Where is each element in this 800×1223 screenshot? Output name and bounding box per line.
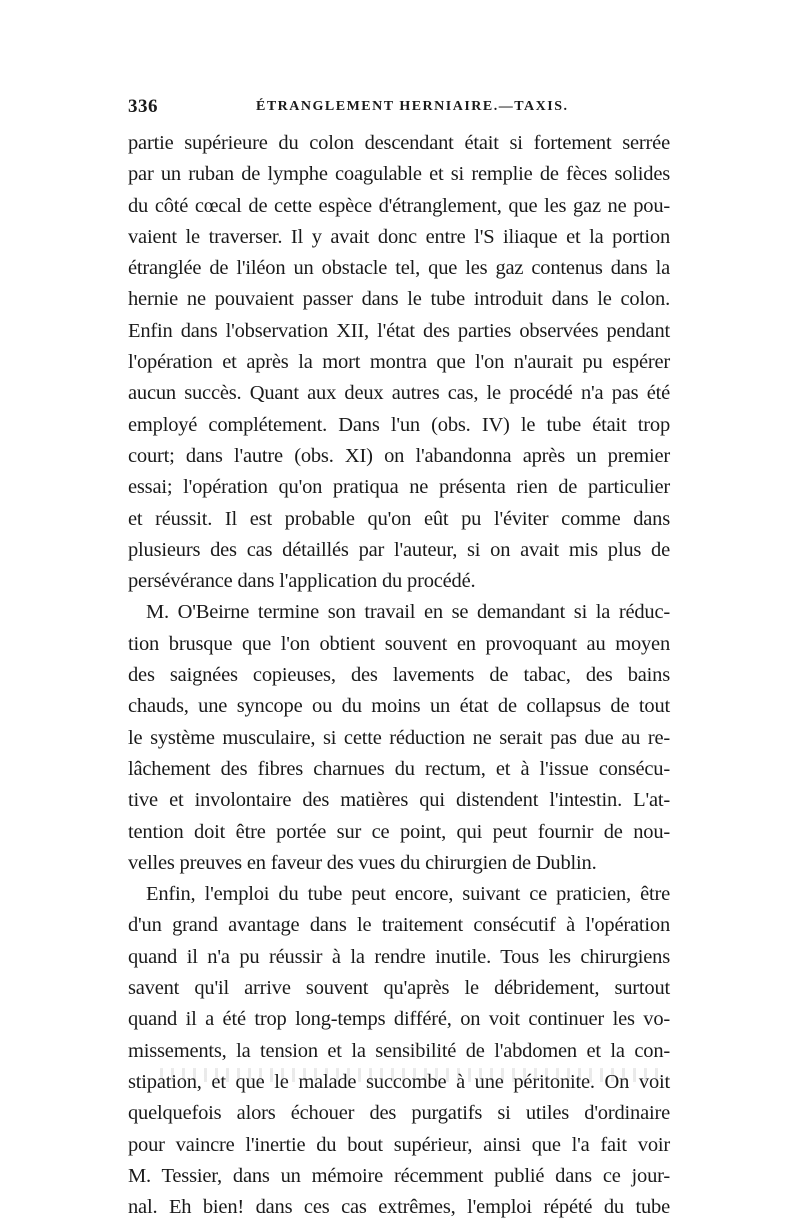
text-line: partie supérieure du colon descendant était si fortement serrée (128, 132, 670, 154)
text-line: chauds, une syncope ou du moins un état de collapsus de tout (128, 695, 670, 718)
text-line: quelquefois alors échouer des purgatifs si utiles d'ordinaire (128, 1102, 670, 1125)
text-line: du côté cœcal de cette espèce d'étranglement, que les gaz ne pou- (128, 194, 670, 217)
paragraph-start-line: M. O'Beirne termine son travail en se demandant si la réduc- (146, 601, 670, 624)
text-line: hernie ne pouvaient passer dans le tube introduit dans le colon. (128, 288, 670, 311)
text-line: étranglée de l'iléon un obstacle tel, que les gaz contenus dans la (128, 257, 670, 280)
text-line: M. Tessier, dans un mémoire récemment publié dans ce jour- (128, 1164, 670, 1187)
text-line: plusieurs des cas détaillés par l'auteur, si on avait mis plus de (128, 538, 670, 561)
paragraph-end-line: persévérance dans l'application du procédé. (128, 570, 476, 593)
text-line: tion brusque que l'on obtient souvent en provoquant au moyen (128, 632, 670, 655)
text-line: des saignées copieuses, des lavements de tabac, des bains (128, 664, 670, 687)
text-line: par un ruban de lymphe coagulable et si remplie de fèces solides (128, 163, 670, 186)
page-number: 336 (128, 96, 158, 117)
body-text (128, 128, 670, 1223)
text-line: aucun succès. Quant aux deux autres cas, le procédé n'a pas été (128, 382, 670, 405)
text-line: vaient le traverser. Il y avait donc entre l'S iliaque et la portion (128, 225, 670, 248)
text-line: tention doit être portée sur ce point, qui peut fournir de nou- (128, 820, 670, 843)
text-line: pour vaincre l'inertie du bout supérieur, ainsi que l'a fait voir (128, 1133, 670, 1156)
text-line: nal. Eh bien! dans ces cas extrêmes, l'emploi répété du tube (128, 1196, 670, 1219)
text-line: stipation, et que le malade succombe à une péritonite. On voit (128, 1070, 670, 1093)
paragraph-end-line: velles preuves en faveur des vues du chirurgien de Dublin. (128, 851, 597, 874)
text-line: court; dans l'autre (obs. XI) on l'abandonna après un premier (128, 444, 670, 467)
text-line: d'un grand avantage dans le traitement consécutif à l'opération (128, 914, 670, 937)
show-through-artifact (160, 1068, 660, 1082)
page-header (128, 96, 668, 122)
paragraph-start-line: Enfin, l'emploi du tube peut encore, suivant ce praticien, être (146, 883, 670, 906)
text-line: quand il n'a pu réussir à la rendre inutile. Tous les chirurgiens (128, 945, 670, 968)
text-line: quand il a été trop long-temps différé, on voit continuer les vo- (128, 1008, 670, 1031)
text-line: savent qu'il arrive souvent qu'après le débridement, surtout (128, 977, 670, 1000)
text-line: tive et involontaire des matières qui distendent l'intestin. L'at- (128, 789, 670, 812)
text-line: lâchement des fibres charnues du rectum, et à l'issue consécu- (128, 757, 670, 780)
text-line: Enfin dans l'observation XII, l'état des parties observées pendant (128, 319, 670, 342)
text-line: missements, la tension et la sensibilité de l'abdomen et la con- (128, 1039, 670, 1062)
text-line: employé complétement. Dans l'un (obs. IV) le tube était trop (128, 413, 670, 436)
text-line: essai; l'opération qu'on pratiqua ne présenta rien de particulier (128, 476, 670, 499)
running-head: ÉTRANGLEMENT HERNIAIRE.—TAXIS. (256, 99, 569, 114)
text-line: l'opération et après la mort montra que l'on n'aurait pu espérer (128, 351, 670, 374)
text-line: et réussit. Il est probable qu'on eût pu l'éviter comme dans (128, 507, 670, 530)
text-line: le système musculaire, si cette réduction ne serait pas due au re- (128, 726, 670, 749)
